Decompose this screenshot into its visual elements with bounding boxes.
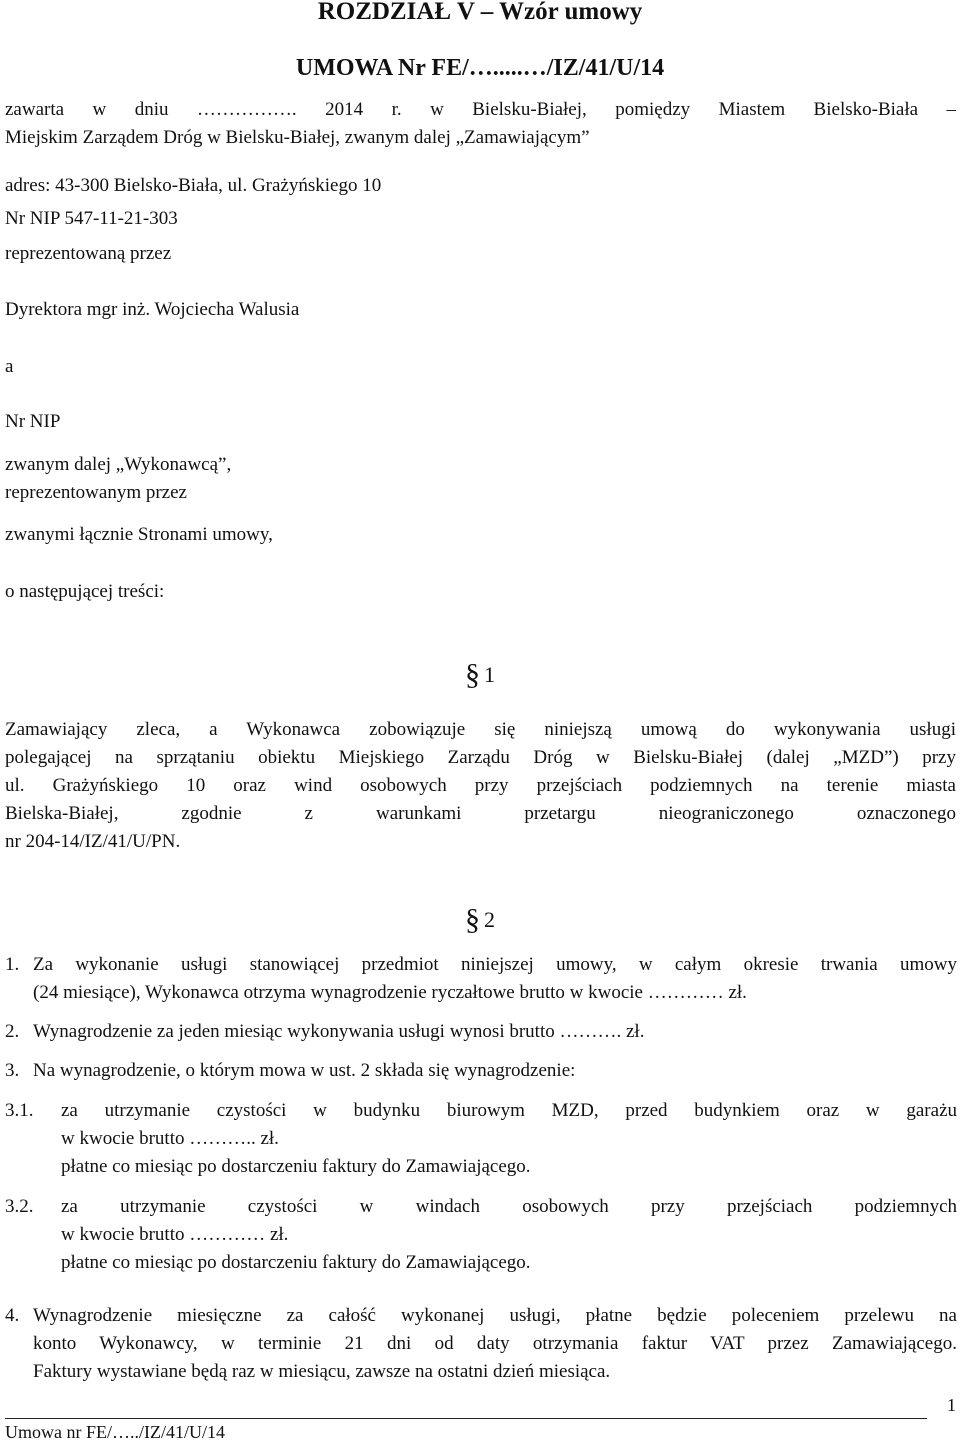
- item-number: 4.: [5, 1305, 20, 1326]
- contract-number: UMOWA Nr FE/….....…/IZ/41/U/14: [295, 55, 665, 81]
- item-number: 1.: [5, 954, 20, 975]
- item-3-2: [61, 1193, 957, 1277]
- section-1-heading: [465, 658, 495, 691]
- item-4-line: Faktury wystawiane będą raz w miesiącu, zawsze na ostatni dzień miesiąca.: [33, 1361, 611, 1382]
- item-1-line: Za wykonanie usługi stanowiącej przedmiot niniejszej umowy, w całym okresie trwania umowy: [33, 954, 957, 975]
- contractor-represented-line: reprezentowanym przez: [5, 482, 187, 503]
- section-number: 2: [484, 907, 495, 932]
- item-number: 3.1.: [5, 1100, 34, 1121]
- chapter-title: ROZDZIAŁ V – Wzór umowy: [317, 0, 643, 25]
- section-1-line: Bielska-Białej, zgodnie z warunkami przetargu nieograniczonego oznaczonego: [5, 803, 956, 824]
- section-1-line: nr 204-14/IZ/41/U/PN.: [5, 831, 181, 852]
- item-number: 3.2.: [5, 1196, 34, 1217]
- represented-by-line: reprezentowaną przez: [5, 243, 172, 264]
- section-2-heading: [465, 903, 495, 936]
- item-number: 2.: [5, 1021, 20, 1042]
- footer-divider: [5, 1418, 927, 1419]
- section-1-paragraph: [5, 716, 956, 856]
- intro-line: zawarta w dniu ……………. 2014 r. w Bielsku-Białej, pomiędzy Miastem Bielsko-Biała –: [5, 99, 956, 120]
- item-4-line: Wynagrodzenie miesięczne za całość wykonanej usługi, płatne będzie poleceniem przelewu na: [33, 1305, 957, 1326]
- section-1-line: Zamawiający zleca, a Wykonawca zobowiązuje się niniejszą umową do wykonywania usługi: [5, 719, 956, 740]
- contractor-nip-line: Nr NIP: [5, 411, 61, 432]
- nip-line: Nr NIP 547-11-21-303: [5, 208, 178, 229]
- parties-line: zwanymi łącznie Stronami umowy,: [5, 524, 273, 545]
- section-symbol: §: [465, 903, 480, 936]
- item-3-2-line: za utrzymanie czystości w windach osobowych przy przejściach podziemnych: [61, 1196, 957, 1217]
- footer-text: Umowa nr FE/…../IZ/41/U/14: [5, 1422, 225, 1442]
- page-number: 1: [947, 1395, 956, 1415]
- item-1-line: (24 miesiące), Wykonawca otrzyma wynagrodzenie ryczałtowe brutto w kwocie ………… zł.: [33, 982, 747, 1003]
- item-4-line: konto Wykonawcy, w terminie 21 dni od daty otrzymania faktur VAT przez Zamawiającego.: [33, 1333, 957, 1354]
- section-1-line: ul. Grażyńskiego 10 oraz wind osobowych przy przejściach podziemnych na terenie miasta: [5, 775, 956, 796]
- intro-paragraph: [5, 96, 956, 152]
- item-number: 3.: [5, 1060, 20, 1081]
- item-2: Wynagrodzenie za jeden miesiąc wykonywania usługi wynosi brutto ………. zł.: [33, 1021, 645, 1042]
- and-line: a: [5, 356, 14, 377]
- address-line: adres: 43-300 Bielsko-Biała, ul. Grażyńskiego 10: [5, 175, 382, 196]
- item-1: [33, 951, 957, 1007]
- item-3-1-line: za utrzymanie czystości w budynku biurowym MZD, przed budynkiem oraz w garażu: [61, 1100, 957, 1121]
- intro-line: Miejskim Zarządem Dróg w Bielsku-Białej, zwanym dalej „Zamawiającym”: [5, 127, 590, 148]
- director-line: Dyrektora mgr inż. Wojciecha Walusia: [5, 299, 300, 320]
- item-3-2-line: płatne co miesiąc po dostarczeniu faktury do Zamawiającego.: [61, 1252, 531, 1273]
- content-intro-line: o następującej treści:: [5, 581, 165, 602]
- item-4: [33, 1302, 957, 1386]
- section-1-line: polegającej na sprzątaniu obiektu Miejskiego Zarządu Dróg w Bielsku-Białej (dalej „MZD”) przy: [5, 747, 956, 768]
- item-3-1-line: w kwocie brutto ……….. zł.: [61, 1128, 279, 1149]
- section-symbol: §: [465, 658, 480, 691]
- item-3-1-line: płatne co miesiąc po dostarczeniu faktury do Zamawiającego.: [61, 1156, 531, 1177]
- item-3: Na wynagrodzenie, o którym mowa w ust. 2 składa się wynagrodzenie:: [33, 1060, 576, 1081]
- item-3-1: [61, 1097, 957, 1181]
- section-number: 1: [484, 662, 495, 687]
- contractor-named-line: zwanym dalej „Wykonawcą”,: [5, 454, 232, 475]
- item-3-2-line: w kwocie brutto ………… zł.: [61, 1224, 289, 1245]
